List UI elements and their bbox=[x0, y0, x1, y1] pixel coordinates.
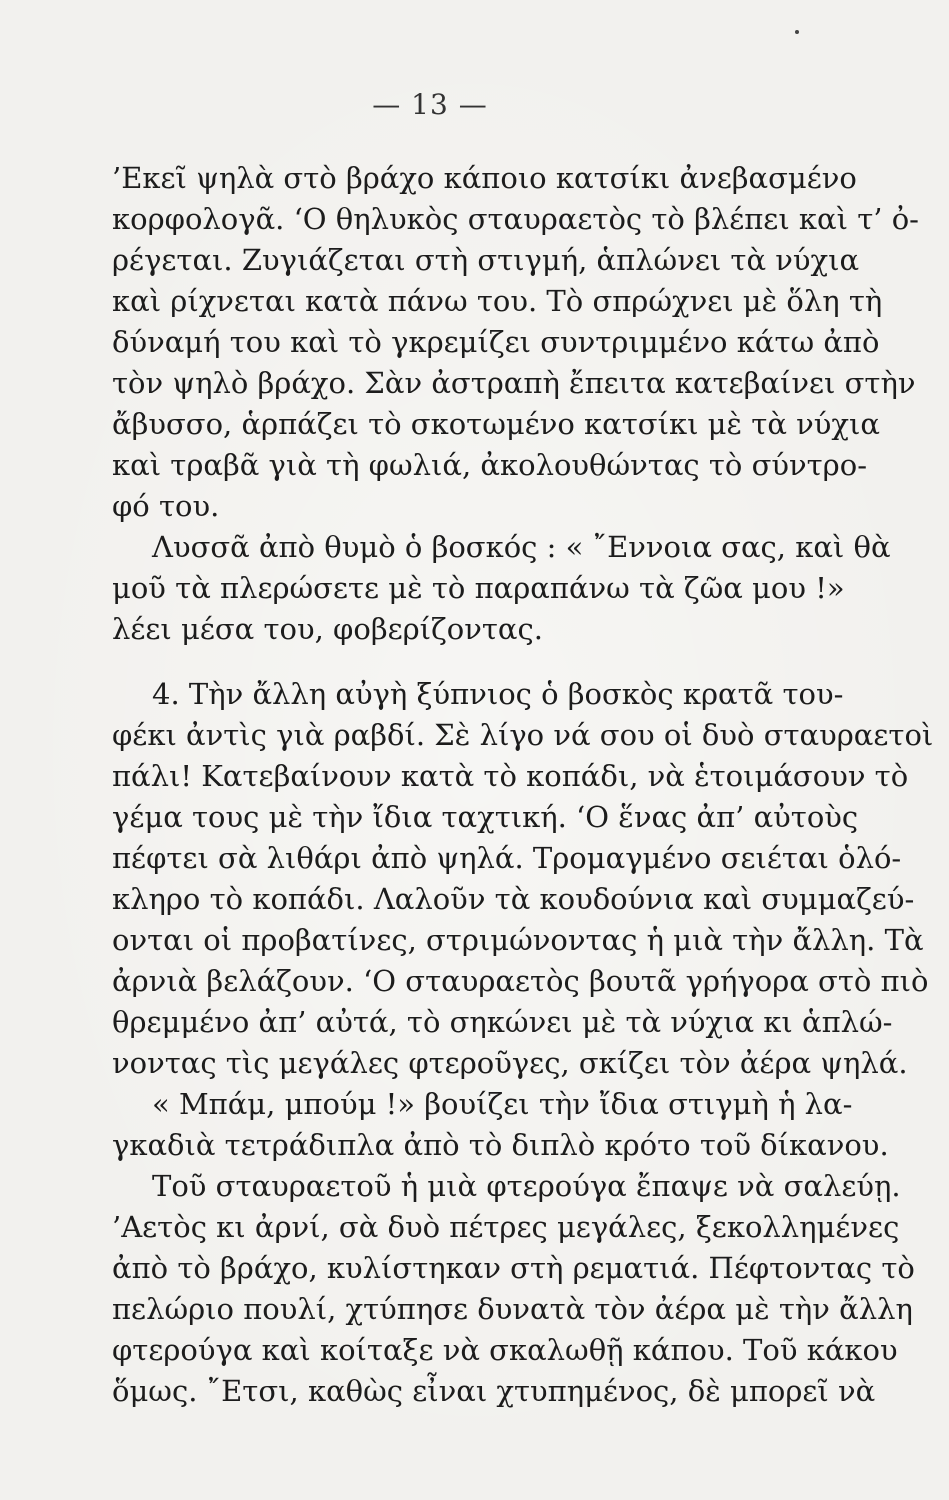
text-line: καὶ ρίχνεται κατὰ πάνω του. Τὸ σπρώχνει μὲ ὅλη τὴ bbox=[112, 284, 883, 318]
text-line: φτερούγα καὶ κοίταξε νὰ σκαλωθῇ κάπου. Τοῦ κάκου bbox=[112, 1333, 898, 1367]
text-line: δύναμή του καὶ τὸ γκρεμίζει συντριμμένο κάτω ἀπὸ bbox=[112, 325, 880, 359]
text-line: φέκι ἀντὶς γιὰ ραβδί. Σὲ λίγο νά σου οἱ δυὸ σταυραετοὶ bbox=[112, 718, 934, 752]
text-line: κληρο τὸ κοπάδι. Λαλοῦν τὰ κουδούνια καὶ συμμαζεύ- bbox=[112, 882, 915, 916]
text-line: φό του. bbox=[112, 489, 220, 523]
paragraph-first-line: Λυσσᾶ ἀπὸ θυμὸ ὁ βοσκός : « ῎Εννοια σας, καὶ θὰ bbox=[152, 530, 891, 564]
text-line: ’Εκεῖ ψηλὰ στὸ βράχο κάποιο κατσίκι ἀνεβασμένο bbox=[112, 161, 857, 195]
text-line: ὅμως. ῎Ετσι, καθὼς εἶναι χτυπημένος, δὲ μπορεῖ νὰ bbox=[112, 1374, 876, 1408]
text-line: ἀπὸ τὸ βράχο, κυλίστηκαν στὴ ρεματιά. Πέφτοντας τὸ bbox=[112, 1251, 915, 1285]
text-line: γέμα τους μὲ τὴν ἴδια ταχτική. ‘Ο ἕνας ἀπ’ αὐτοὺς bbox=[112, 800, 859, 834]
text-line: τὸν ψηλὸ βράχο. Σὰν ἀστραπὴ ἔπειτα κατεβαίνει στὴν bbox=[112, 366, 916, 400]
text-line: γκαδιὰ τετράδιπλα ἀπὸ τὸ διπλὸ κρότο τοῦ δίκανου. bbox=[112, 1128, 889, 1162]
paragraph-first-line: Τοῦ σταυραετοῦ ἡ μιὰ φτερούγα ἔπαψε νὰ σαλεύῃ. bbox=[152, 1169, 901, 1203]
paper-speck bbox=[795, 30, 799, 34]
text-line: πάλι! Κατεβαίνουν κατὰ τὸ κοπάδι, νὰ ἑτοιμάσουν τὸ bbox=[112, 759, 909, 793]
text-line: πελώριο πουλί, χτύπησε δυνατὰ τὸν ἀέρα μὲ τὴν ἄλλη bbox=[112, 1292, 913, 1326]
page-number: — 13 — bbox=[372, 88, 488, 121]
text-line: κορφολογᾶ. ‘Ο θηλυκὸς σταυραετὸς τὸ βλέπει καὶ τ’ ὀ- bbox=[112, 202, 919, 236]
paragraph-first-line: « Μπάμ, μπούμ !» βουίζει τὴν ἴδια στιγμὴ ἡ λα- bbox=[152, 1087, 853, 1121]
text-line: ’Αετὸς κι ἀρνί, σὰ δυὸ πέτρες μεγάλες, ξεκολλημένες bbox=[112, 1210, 900, 1244]
text-line: ἄβυσσο, ἁρπάζει τὸ σκοτωμένο κατσίκι μὲ τὰ νύχια bbox=[112, 407, 880, 441]
text-line: νοντας τὶς μεγάλες φτεροῦγες, σκίζει τὸν ἀέρα ψηλά. bbox=[112, 1046, 908, 1080]
text-line: ἀρνιὰ βελάζουν. ‘Ο σταυραετὸς βουτᾶ γρήγορα στὸ πιὸ bbox=[112, 964, 929, 998]
text-line: πέφτει σὰ λιθάρι ἀπὸ ψηλά. Τρομαγμένο σειέται ὁλό- bbox=[112, 841, 902, 875]
text-line: ρέγεται. Ζυγιάζεται στὴ στιγμή, ἁπλώνει τὰ νύχια bbox=[112, 243, 860, 277]
text-line: λέει μέσα του, φοβερίζοντας. bbox=[112, 612, 543, 646]
section-first-line: 4. Τὴν ἄλλη αὐγὴ ξύπνιος ὁ βοσκὸς κρατᾶ του- bbox=[152, 677, 844, 711]
text-line: μοῦ τὰ πλερώσετε μὲ τὸ παραπάνω τὰ ζῶα μου !» bbox=[112, 571, 845, 605]
text-line: καὶ τραβᾶ γιὰ τὴ φωλιά, ἀκολουθώντας τὸ σύντρο- bbox=[112, 448, 867, 482]
text-line: ονται οἱ προβατίνες, στριμώνοντας ἡ μιὰ τὴν ἄλλη. Τὰ bbox=[112, 923, 924, 957]
text-line: θρεμμένο ἀπ’ αὐτά, τὸ σηκώνει μὲ τὰ νύχια κι ἁπλώ- bbox=[112, 1005, 893, 1039]
